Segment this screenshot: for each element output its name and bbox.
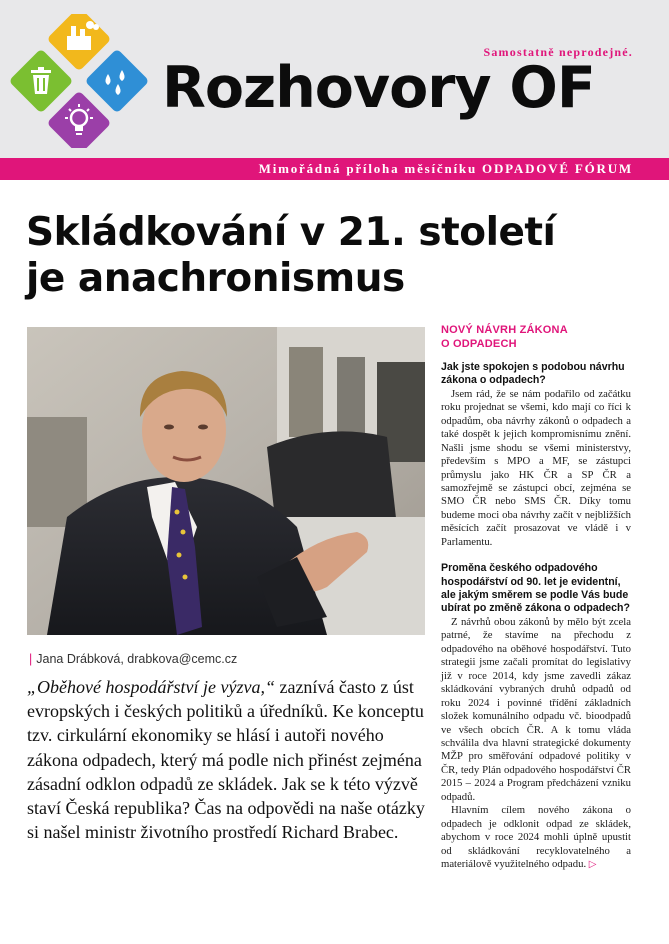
interview-photo [27,327,425,635]
answer-2: Z návrhů obou zákonů by mělo být zcela patrné, že stavíme na přechodu z odpadového na oběhové hospodářství. Tuto strategii jsme začali promítat do legislativy již v roce 2014, kdy jsme zavedli zákaz skládkování vybraných druhů odpadů od roku 2024 i povinné třídění základních složek komunálního odpadu vč. bioodpadů ve všech obcích ČR. A k tomu vláda schválila dva hlavní strategické dokumenty MŽP pro směřování odpadové politiky v ČR, tedy Plán odpadového hospodářství ČR 2015 – 2024 a Program předcházení vzniku odpadů. [441,615,631,803]
author-credit [29,652,237,666]
question-1: Jak jste spokojen s podobou návrhu zákona o odpadech? [441,361,625,387]
supplement-label: Mimořádná příloha měsíčníku ODPADOVÉ FÓRUM [258,161,633,176]
logo [10,14,150,148]
answer-1: Jsem rád, že se nám podařilo od začátku roku projednat se všemi, kdo mají co říci k odpadům, oba návrhy zákonů o odpadech a také dospět k jejich kompromisnímu znění. Našli jsme shodu se všemi ministerstvy, především s MPO a MF, se zástupci průmyslu jako HK ČR a SP ČR a samozřejmě se zástupci obcí, zejména se SMO ČR nebo SMS ČR. Díky tomu budeme moci oba návrhy začít v nejbližších měsících začít prosazovat ve vládě i v Parlamentu. [441,387,631,548]
factory-icon [46,14,111,72]
article-headline [26,210,646,302]
lead-text: zaznívá často z úst evropských i českých politiků a úředníků. Ke konceptu tzv. cirkulární ekonomiky se hlásí i autoři nového zákona odpadech, který má podle nich přinést zejména zásadní odklon odpadů ze skládek. Jak se k této výzvě staví Česká republika? Čas na odpovědi na naše otázky si našel ministr životního prostředí Richard Brabec. [27,677,425,843]
not-for-sale-note: Samostatně neprodejné. [483,45,633,59]
continue-arrow-icon[interactable]: ▷ [588,859,597,871]
author-name: Jana Drábková, drabkova@cemc.cz [36,652,238,666]
lightbulb-icon [46,90,111,148]
section-title [441,324,631,351]
headline-line-1: Skládkování v 21. století [26,210,556,255]
lead-quote: „Oběhové hospodářství je výzva,“ [27,677,275,697]
answer-3 [441,804,631,871]
headline-line-2: je anachronismus [26,256,405,301]
trash-bin-icon [10,48,74,113]
section-title-line-2: O ODPADECH [441,337,517,350]
water-drops-icon [84,48,149,113]
lead-paragraph [27,675,425,844]
question-2: Proměna českého odpadového hospodářství od 90. let je evidentní, ale jakým směrem se podle Vás bude ubírat po změně zákona o odpadech? [441,562,630,615]
masthead [0,0,669,158]
interview-column [441,324,631,871]
magazine-title: Rozhovory OF [162,55,595,121]
answer-3-text: Hlavním cílem nového zákona o odpadech je odklonit odpad ze skládek, abychom v roce 2024 mohli úplně upustit od skládkování recyklovatelného a materiálově využitelného odpadu. [441,804,631,871]
supplement-bar [0,158,669,180]
section-title-line-1: NOVÝ NÁVRH ZÁKONA [441,324,568,336]
credit-marker: | [29,652,33,666]
